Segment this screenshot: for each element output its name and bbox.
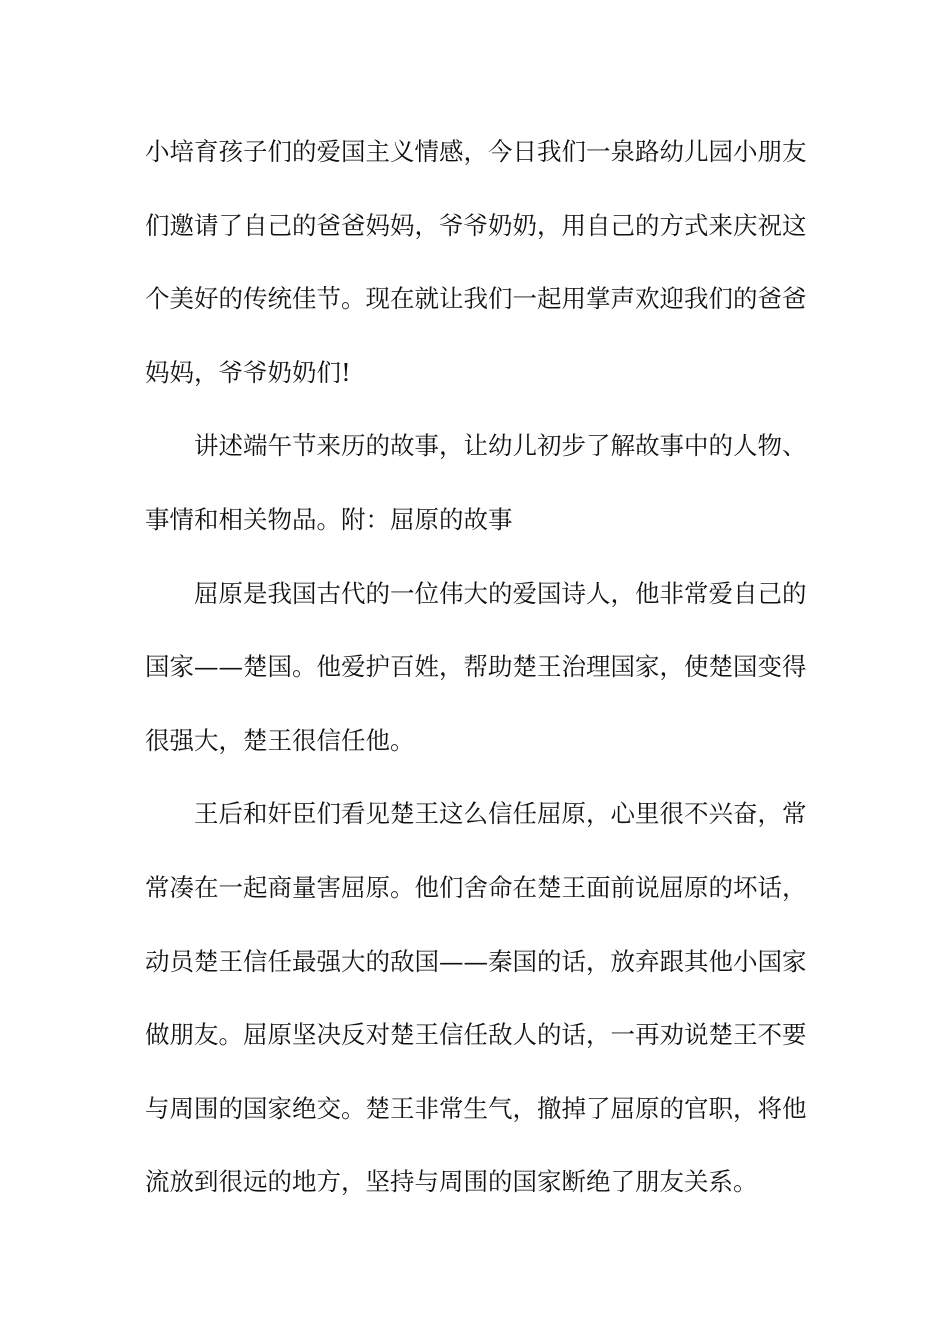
document-body: [145, 127, 810, 1231]
text-line: 很强大，楚王很信任他。: [145, 725, 415, 755]
text-line: 们邀请了自己的爸爸妈妈，爷爷奶奶，用自己的方式来庆祝这: [145, 210, 807, 240]
text-line: 流放到很远的地方，坚持与周围的国家断绝了朋友关系。: [145, 1167, 758, 1197]
text-line: 与周围的国家绝交。楚王非常生气，撤掉了屈原的官职，将他: [145, 1093, 807, 1123]
text-line: 王后和奸臣们看见楚王这么信任屈原，心里很不兴奋，常: [194, 799, 807, 829]
text-line: 事情和相关物品。附：屈原的故事: [145, 504, 513, 534]
text-line: 常凑在一起商量害屈原。他们舍命在楚王面前说屈原的坏话，: [145, 872, 807, 902]
text-line: 动员楚王信任最强大的敌国——秦国的话，放弃跟其他小国家: [145, 946, 807, 976]
text-line: 小培育孩子们的爱国主义情感，今日我们一泉路幼儿园小朋友: [145, 137, 807, 166]
text-line: 讲述端午节来历的故事，让幼儿初步了解故事中的人物、: [194, 431, 807, 461]
text-line: 做朋友。屈原坚决反对楚王信任敌人的话，一再劝说楚王不要: [145, 1020, 807, 1050]
text-line: 屈原是我国古代的一位伟大的爱国诗人，他非常爱自己的: [194, 578, 807, 608]
text-line: 国家——楚国。他爱护百姓，帮助楚王治理国家，使楚国变得: [145, 652, 807, 682]
text-line: 个美好的传统佳节。现在就让我们一起用掌声欢迎我们的爸爸: [145, 284, 807, 314]
text-line: 妈妈，爷爷奶奶们!: [145, 357, 351, 387]
